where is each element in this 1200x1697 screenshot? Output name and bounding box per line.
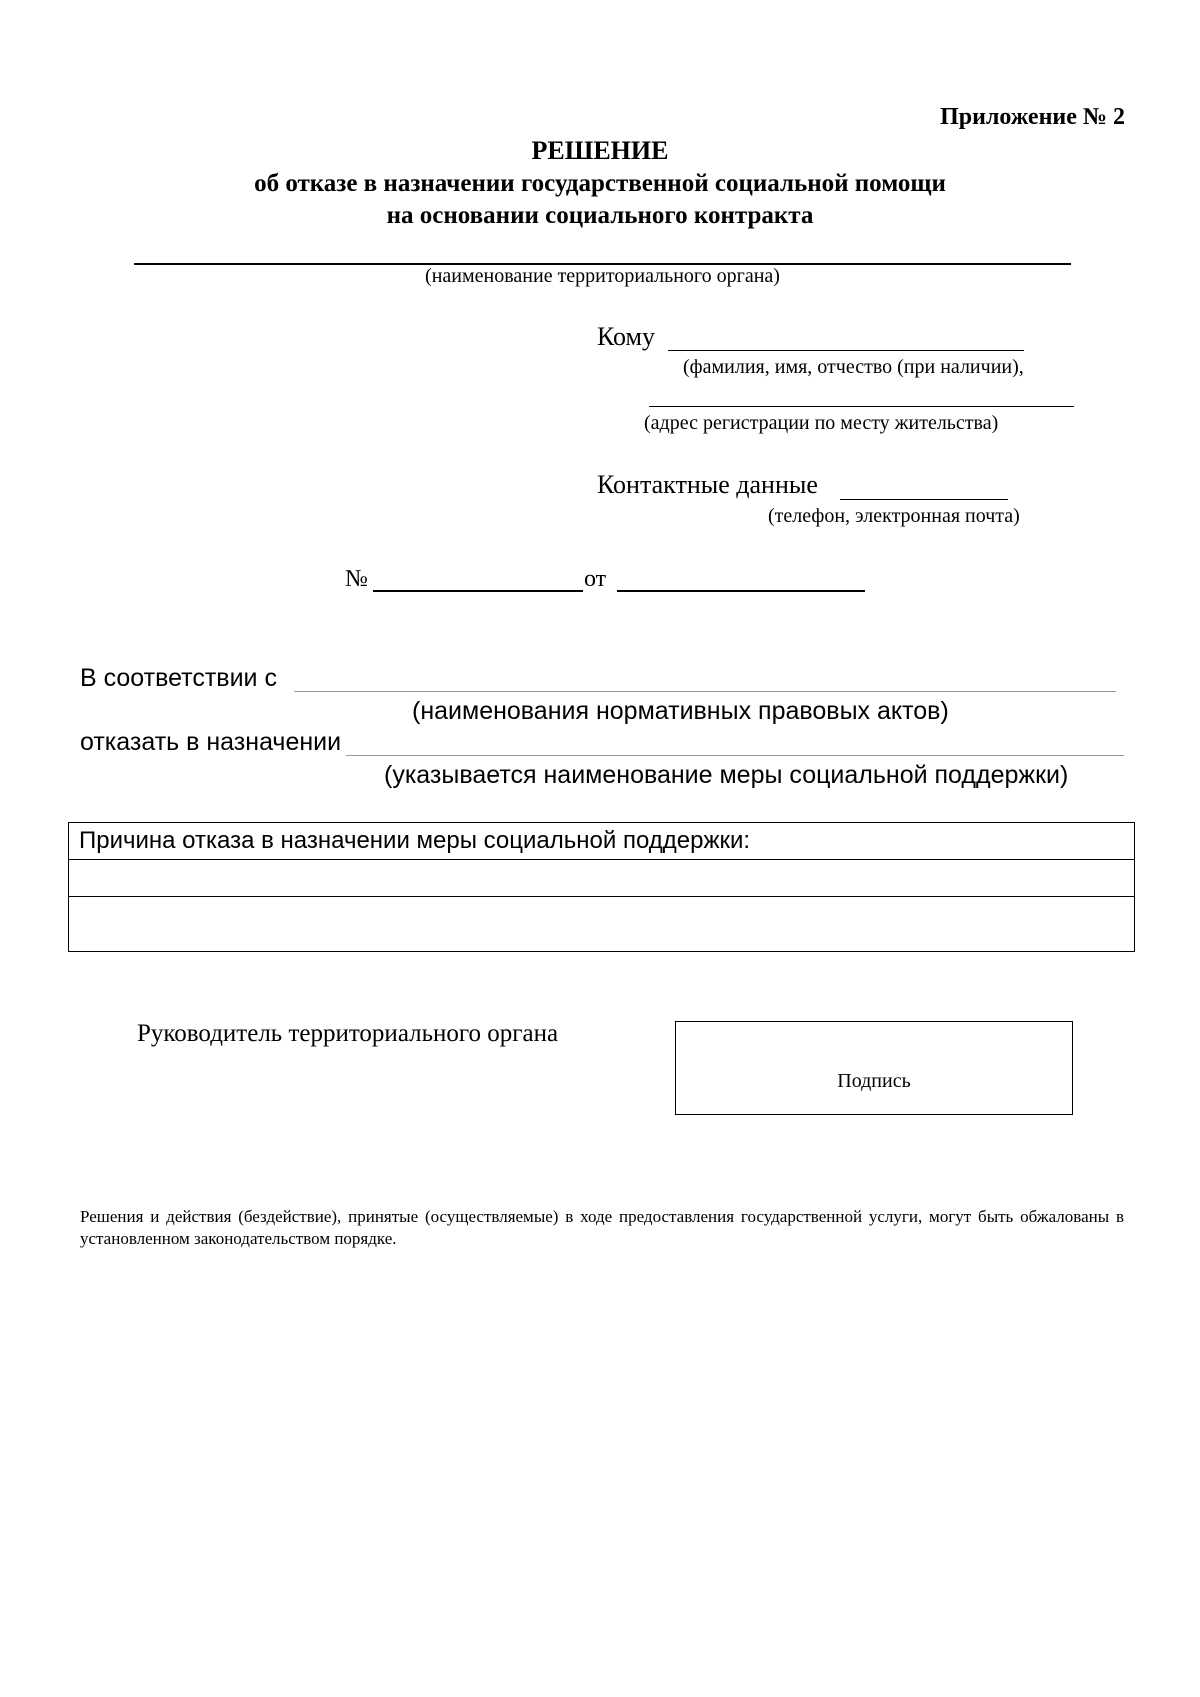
acts-line[interactable] — [294, 691, 1116, 692]
reason-table — [68, 822, 1135, 952]
date-label: от — [584, 566, 607, 592]
measure-caption: (указывается наименование меры социальной поддержки) — [384, 761, 1069, 789]
contacts-caption: (телефон, электронная почта) — [768, 505, 1020, 527]
footer-note: Решения и действия (бездействие), принятые (осуществляемые) в ходе предоставления государственной услуги, могут быть обжалованы в установленном законодательством порядке. — [80, 1207, 1124, 1248]
reason-row-1[interactable] — [69, 860, 1134, 897]
number-label: № — [345, 566, 368, 592]
signature-box[interactable] — [675, 1021, 1073, 1115]
territorial-body-caption: (наименование территориального органа) — [425, 265, 780, 287]
contacts-line[interactable] — [840, 499, 1008, 500]
appendix-label: Приложение № 2 — [940, 104, 1125, 130]
signature-label: Подпись — [837, 1070, 911, 1092]
contacts-label: Контактные данные — [597, 470, 818, 499]
document-title: РЕШЕНИЕ — [531, 136, 669, 165]
head-label: Руководитель территориального органа — [137, 1020, 559, 1047]
according-label: В соответствии с — [80, 664, 277, 692]
acts-caption: (наименования нормативных правовых актов) — [412, 697, 949, 725]
address-caption: (адрес регистрации по месту жительства) — [644, 412, 999, 434]
document-subtitle-line2: на основании социального контракта — [386, 202, 814, 229]
to-label: Кому — [597, 322, 656, 351]
number-line[interactable] — [373, 590, 583, 592]
refuse-label: отказать в назначении — [80, 728, 342, 756]
measure-line[interactable] — [346, 755, 1124, 756]
date-line[interactable] — [617, 590, 865, 592]
address-line[interactable] — [649, 406, 1074, 407]
reason-row-2[interactable] — [69, 897, 1134, 950]
fio-caption: (фамилия, имя, отчество (при наличии), — [683, 356, 1024, 378]
fio-line[interactable] — [668, 350, 1024, 351]
document-subtitle-line1: об отказе в назначении государственной социальной помощи — [254, 170, 946, 197]
reason-header: Причина отказа в назначении меры социальной поддержки: — [69, 823, 1134, 860]
